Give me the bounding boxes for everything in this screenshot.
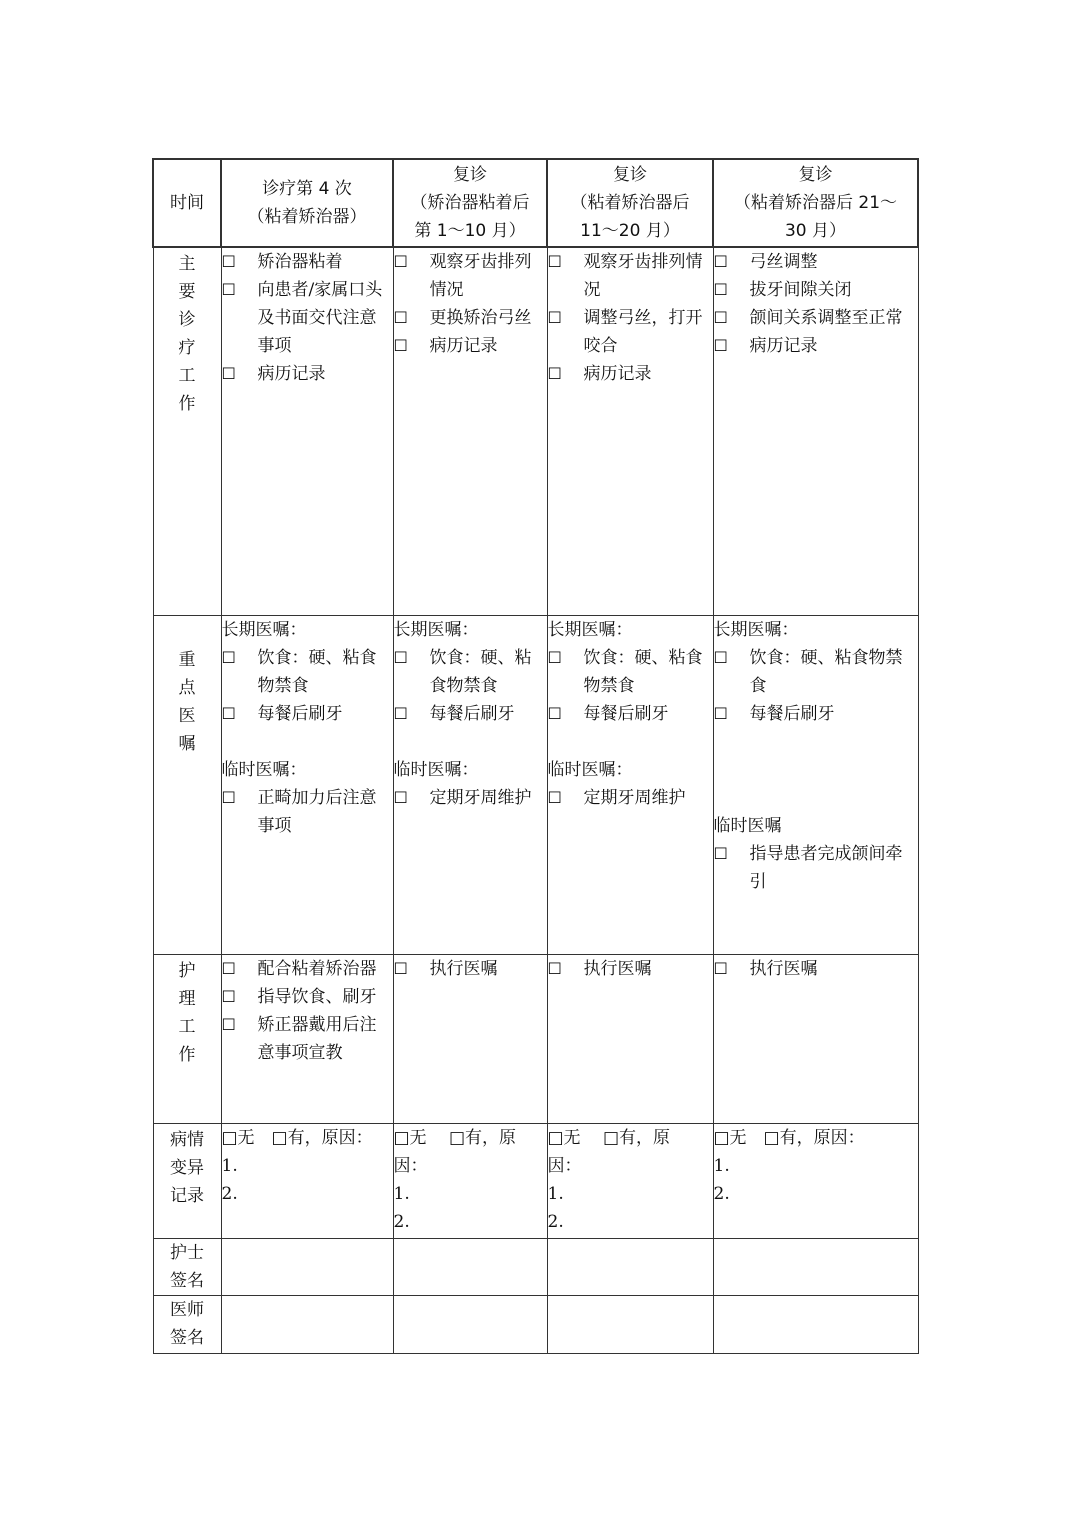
checkbox[interactable]: ☐ [221,958,236,978]
header-followup-21-30: 复诊 （粘着矫治器后 21～ 30 月） [713,159,918,247]
checkbox[interactable]: ☐ [713,647,728,667]
temporary-orders-heading: 临时医嘱： [221,759,307,780]
checkbox[interactable]: ☐ [713,703,728,723]
checkbox[interactable]: ☐ [547,787,562,807]
row-nurse-signature [153,1238,918,1295]
orders-col3: 长期医嘱： ☐ 饮食：硬、粘食物禁食 ☐ 每餐后刷牙 临时医嘱： ☐ 定期牙周维护 [547,615,713,954]
variation-col1 [221,1123,393,1238]
doctor-signature-field-2[interactable] [393,1295,547,1353]
checkbox[interactable]: ☐ [221,280,236,299]
orders-col1: 长期医嘱： ☐ 饮食：硬、粘食物禁食 ☐ 每餐后刷牙 临时医嘱： ☐ 正畸加力后注意事项 [221,615,393,954]
header-followup-1-10: 复诊 （矫治器粘着后 第 1～10 月） [393,159,547,247]
variation-reason-2[interactable]: 2. [713,1183,730,1204]
variation-options[interactable]: □无 □有，原因： [221,1127,373,1148]
row-doctor-signature [153,1295,918,1353]
checkbox[interactable]: ☐ [221,252,236,271]
variation-col4 [713,1123,918,1238]
variation-reason-2[interactable]: 2. [393,1211,410,1232]
orders-col2: 长期医嘱： ☐ 饮食：硬、粘食物禁食 ☐ 每餐后刷牙 临时医嘱： ☐ 定期牙周维护 [393,615,547,954]
checkbox[interactable]: ☐ [547,703,562,723]
temporary-orders-heading: 临时医嘱 [713,815,782,836]
checkbox[interactable]: ☐ [221,703,236,723]
row-label-orders: 重 点 医 嘱 [153,615,221,954]
nursing-col1: ☐ 配合粘着矫治器 ☐ 指导饮食、刷牙 ☐ 矫正器戴用后注意事项宣教 [221,954,393,1123]
row-nursing [153,954,918,1123]
checkbox[interactable]: ☐ [393,336,408,355]
checkbox[interactable]: ☐ [221,647,236,667]
checkbox[interactable]: ☐ [393,958,408,978]
checkbox[interactable]: ☐ [713,280,728,299]
nursing-col2: ☐ 执行医嘱 [393,954,547,1123]
long-term-orders-heading: 长期医嘱： [547,619,633,640]
checkbox[interactable]: ☐ [393,252,408,271]
checkbox[interactable]: ☐ [393,787,408,807]
main-work-col2: ☐ 观察牙齿排列情况 ☐ 更换矫治弓丝 ☐ 病历记录 [393,247,547,615]
orders-col4: 长期医嘱： ☐ 饮食：硬、粘食物禁食 ☐ 每餐后刷牙 临时医嘱 ☐ 指导患者完成颌间牵引 [713,615,918,954]
checkbox[interactable]: ☐ [393,308,408,327]
temporary-orders-heading: 临时医嘱： [393,759,479,780]
header-time: 时间 [153,159,221,247]
checkbox[interactable]: ☐ [547,364,562,383]
nurse-signature-field-4[interactable] [713,1238,918,1295]
clinical-pathway-table [152,158,919,1354]
checkbox[interactable]: ☐ [221,787,236,807]
row-label-doctor-signature: 医师 签名 [153,1295,221,1353]
main-work-col4: ☐ 弓丝调整 ☐ 拔牙间隙关闭 ☐ 颌间关系调整至正常 ☐ 病历记录 [713,247,918,615]
temporary-orders-heading: 临时医嘱： [547,759,633,780]
long-term-orders-heading: 长期医嘱： [221,619,307,640]
checkbox[interactable]: ☐ [221,1014,236,1034]
row-label-nurse-signature: 护士 签名 [153,1238,221,1295]
variation-reason-label: 因： [547,1155,582,1176]
header-visit-4: 诊疗第 4 次 （粘着矫治器） [221,159,393,247]
checkbox[interactable]: ☐ [713,958,728,978]
variation-reason-1[interactable]: 1. [393,1183,410,1204]
main-work-col1: ☐ 矫治器粘着 ☐ 向患者/家属口头及书面交代注意事项 ☐ 病历记录 [221,247,393,615]
variation-reason-1[interactable]: 1. [547,1183,564,1204]
checkbox[interactable]: ☐ [547,958,562,978]
row-orders [153,615,918,954]
variation-reason-2[interactable]: 2. [547,1211,564,1232]
checkbox[interactable]: ☐ [547,647,562,667]
row-variation [153,1123,918,1238]
doctor-signature-field-3[interactable] [547,1295,713,1353]
nurse-signature-field-3[interactable] [547,1238,713,1295]
variation-reason-label: 因： [393,1155,428,1176]
checkbox[interactable]: ☐ [547,252,562,271]
nurse-signature-field-2[interactable] [393,1238,547,1295]
checkbox[interactable]: ☐ [547,308,562,327]
checkbox[interactable]: ☐ [221,364,236,383]
variation-col3 [547,1123,713,1238]
row-label-variation: 病情 变异 记录 [153,1123,221,1238]
checkbox[interactable]: ☐ [393,647,408,667]
row-label-main-work: 主 要 诊 疗 工 作 [153,247,221,615]
header-followup-11-20: 复诊 （粘着矫治器后 11～20 月） [547,159,713,247]
long-term-orders-heading: 长期医嘱： [393,619,479,640]
variation-reason-1[interactable]: 1. [713,1155,730,1176]
row-label-nursing: 护 理 工 作 [153,954,221,1123]
checkbox[interactable]: ☐ [221,986,236,1006]
nurse-signature-field-1[interactable] [221,1238,393,1295]
checkbox[interactable]: ☐ [393,703,408,723]
doctor-signature-field-1[interactable] [221,1295,393,1353]
nursing-col4: ☐ 执行医嘱 [713,954,918,1123]
variation-options[interactable]: □无 □有，原 [393,1127,517,1148]
variation-options[interactable]: □无 □有，原因： [713,1127,865,1148]
row-main-work [153,247,918,615]
variation-options[interactable]: □无 □有，原 [547,1127,671,1148]
doctor-signature-field-4[interactable] [713,1295,918,1353]
variation-reason-2[interactable]: 2. [221,1183,238,1204]
checkbox[interactable]: ☐ [713,308,728,327]
checkbox[interactable]: ☐ [713,336,728,355]
main-work-col3: ☐ 观察牙齿排列情况 ☐ 调整弓丝，打开咬合 ☐ 病历记录 [547,247,713,615]
variation-reason-1[interactable]: 1. [221,1155,238,1176]
nursing-col3: ☐ 执行医嘱 [547,954,713,1123]
variation-col2 [393,1123,547,1238]
long-term-orders-heading: 长期医嘱： [713,619,799,640]
checkbox[interactable]: ☐ [713,252,728,271]
checkbox[interactable]: ☐ [713,843,728,863]
